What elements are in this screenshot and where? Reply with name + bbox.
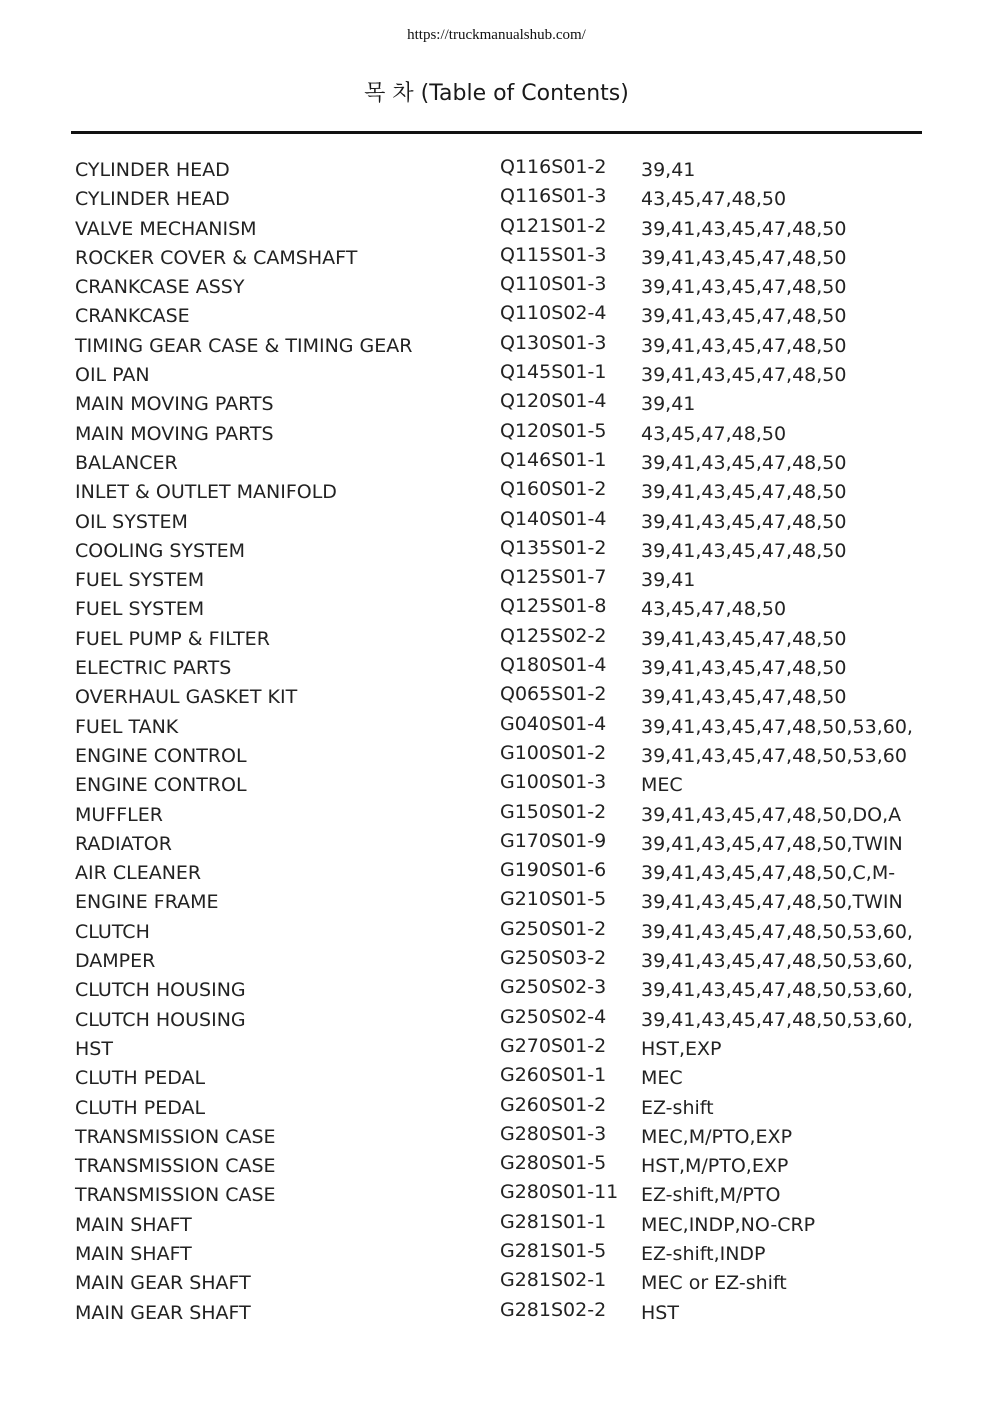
toc-entry-models: MEC,INDP,NO-CRP xyxy=(641,1213,816,1236)
toc-entry-models: EZ-shift xyxy=(641,1096,714,1119)
toc-entry-code: Q065S01-2 xyxy=(500,683,607,706)
toc-row[interactable] xyxy=(0,976,993,1005)
toc-entry-code: G281S01-5 xyxy=(500,1239,607,1262)
toc-entry-code: Q116S01-2 xyxy=(500,156,607,178)
toc-entry-code: G190S01-6 xyxy=(500,859,607,882)
toc-row[interactable] xyxy=(0,566,993,595)
toc-entry-models: EZ-shift,INDP xyxy=(641,1242,766,1265)
toc-row[interactable] xyxy=(0,1181,993,1210)
toc-entry-name: MAIN MOVING PARTS xyxy=(75,422,274,445)
toc-row[interactable] xyxy=(0,302,993,331)
toc-entry-models: 39,41,43,45,47,48,50 xyxy=(641,686,847,709)
toc-entry-models: 39,41,43,45,47,48,50,53,60 xyxy=(641,744,907,767)
toc-entry-models: 39,41,43,45,47,48,50 xyxy=(641,364,847,387)
toc-entry-code: G100S01-3 xyxy=(500,771,607,794)
toc-entry-name: CRANKCASE xyxy=(75,305,190,328)
toc-entry-models: HST xyxy=(641,1301,679,1324)
toc-entry-name: TIMING GEAR CASE & TIMING GEAR xyxy=(75,334,413,357)
toc-entry-code: G280S01-11 xyxy=(500,1181,619,1204)
toc-row[interactable] xyxy=(0,801,993,830)
page-title: 목 차 (Table of Contents) xyxy=(364,81,629,106)
toc-entry-code: G150S01-2 xyxy=(500,800,607,823)
toc-row[interactable] xyxy=(0,390,993,419)
toc-entry-code: G250S01-2 xyxy=(500,917,607,940)
toc-entry-models: 39,41,43,45,47,48,50,C,M- xyxy=(641,862,896,885)
toc-entry-name: CLUTCH HOUSING xyxy=(75,1008,246,1031)
toc-entry-models: 39,41,43,45,47,48,50 xyxy=(641,217,847,240)
toc-entry-name: MAIN GEAR SHAFT xyxy=(75,1272,251,1295)
toc-entry-code: Q140S01-4 xyxy=(500,507,607,530)
toc-entry-code: Q125S02-2 xyxy=(500,624,607,647)
toc-entry-models: 39,41,43,45,47,48,50,53,60, xyxy=(641,715,913,738)
toc-entry-code: G281S01-1 xyxy=(500,1210,607,1233)
toc-entry-name: MAIN SHAFT xyxy=(75,1213,192,1236)
toc-entry-models: 39,41,43,45,47,48,50,53,60, xyxy=(641,979,913,1002)
toc-entry-code: G280S01-5 xyxy=(500,1152,607,1175)
toc-entry-code: Q120S01-5 xyxy=(500,419,607,442)
toc-row[interactable] xyxy=(0,625,993,654)
toc-row[interactable] xyxy=(0,654,993,683)
toc-entry-code: G281S02-2 xyxy=(500,1298,607,1321)
toc-entry-models: 39,41,43,45,47,48,50 xyxy=(641,246,847,269)
toc-entry-code: Q110S01-3 xyxy=(500,273,607,296)
toc-row[interactable] xyxy=(0,830,993,859)
toc-entry-name: OIL SYSTEM xyxy=(75,510,188,533)
toc-entry-code: Q180S01-4 xyxy=(500,654,607,677)
toc-entry-models: 39,41,43,45,47,48,50,TWIN xyxy=(641,832,903,855)
toc-entry-models: MEC,M/PTO,EXP xyxy=(641,1125,793,1148)
toc-row[interactable] xyxy=(0,361,993,390)
toc-entry-code: Q120S01-4 xyxy=(500,390,607,413)
toc-entry-name: MAIN MOVING PARTS xyxy=(75,393,274,416)
toc-entry-name: CLUTH PEDAL xyxy=(75,1096,206,1119)
toc-entry-code: Q121S01-2 xyxy=(500,214,607,237)
toc-entry-code: Q115S01-3 xyxy=(500,243,607,266)
toc-entry-name: TRANSMISSION CASE xyxy=(75,1155,276,1178)
toc-entry-code: Q145S01-1 xyxy=(500,361,607,384)
toc-row[interactable] xyxy=(0,888,993,917)
toc-entry-models: 39,41,43,45,47,48,50 xyxy=(641,510,847,533)
toc-row[interactable] xyxy=(0,156,993,185)
toc-row[interactable] xyxy=(0,244,993,273)
toc-entry-name: OIL PAN xyxy=(75,364,150,387)
toc-entry-models: MEC xyxy=(641,774,683,797)
toc-entry-models: 39,41,43,45,47,48,50 xyxy=(641,276,847,299)
toc-entry-name: CLUTCH HOUSING xyxy=(75,979,246,1002)
toc-entry-models: 39,41 xyxy=(641,569,696,592)
toc-entry-name: CLUTH PEDAL xyxy=(75,1067,206,1090)
toc-entry-code: Q125S01-7 xyxy=(500,566,607,589)
toc-entry-name: COOLING SYSTEM xyxy=(75,539,246,562)
toc-entry-models: 39,41,43,45,47,48,50 xyxy=(641,627,847,650)
toc-entry-name: FUEL TANK xyxy=(75,715,179,738)
toc-entry-models: EZ-shift,M/PTO xyxy=(641,1184,781,1207)
toc-entry-name: CYLINDER HEAD xyxy=(75,188,230,211)
toc-entry-name: MUFFLER xyxy=(75,803,163,826)
toc-row[interactable] xyxy=(0,332,993,361)
toc-entry-code: G281S02-1 xyxy=(500,1269,607,1292)
toc-entry-models: 43,45,47,48,50 xyxy=(641,188,787,211)
toc-entry-models: MEC or EZ-shift xyxy=(641,1272,787,1295)
toc-row[interactable] xyxy=(0,771,993,800)
toc-entry-code: G250S03-2 xyxy=(500,947,607,970)
toc-entry-models: 43,45,47,48,50 xyxy=(641,422,787,445)
toc-entry-name: TRANSMISSION CASE xyxy=(75,1184,276,1207)
toc-row[interactable] xyxy=(0,683,993,712)
toc-entry-models: 39,41 xyxy=(641,393,696,416)
toc-entry-code: G210S01-5 xyxy=(500,888,607,911)
toc-entry-models: 39,41,43,45,47,48,50,53,60, xyxy=(641,1008,913,1031)
toc-entry-name: CYLINDER HEAD xyxy=(75,159,230,181)
toc-entry-name: HST xyxy=(75,1037,113,1060)
toc-entry-name: FUEL PUMP & FILTER xyxy=(75,627,270,650)
toc-entry-code: G250S02-4 xyxy=(500,1005,607,1028)
toc-entry-models: 39,41,43,45,47,48,50 xyxy=(641,657,847,680)
toc-row[interactable] xyxy=(0,742,993,771)
source-url[interactable]: https://truckmanualshub.com/ xyxy=(407,27,586,43)
toc-entry-models: 39,41,43,45,47,48,50 xyxy=(641,334,847,357)
toc-entry-name: AIR CLEANER xyxy=(75,862,202,885)
toc-entry-code: G250S02-3 xyxy=(500,976,607,999)
toc-entry-models: 39,41,43,45,47,48,50,53,60, xyxy=(641,920,913,943)
toc-entry-name: CLUTCH xyxy=(75,920,150,943)
toc-entry-code: Q110S02-4 xyxy=(500,302,607,325)
toc-entry-code: G040S01-4 xyxy=(500,712,607,735)
toc-entry-code: G260S01-2 xyxy=(500,1093,607,1116)
title-divider xyxy=(71,131,922,134)
toc-entry-models: MEC xyxy=(641,1067,683,1090)
toc-row[interactable] xyxy=(0,478,993,507)
toc-row[interactable] xyxy=(0,1269,993,1298)
toc-entry-name: ENGINE CONTROL xyxy=(75,744,247,767)
toc-entry-name: ENGINE FRAME xyxy=(75,891,219,914)
toc-row[interactable] xyxy=(0,713,993,742)
toc-entry-models: HST,EXP xyxy=(641,1037,722,1060)
toc-row[interactable] xyxy=(0,1006,993,1035)
toc-row[interactable] xyxy=(0,1064,993,1093)
toc-entry-models: 39,41,43,45,47,48,50 xyxy=(641,539,847,562)
toc-entry-models: 43,45,47,48,50 xyxy=(641,598,787,621)
toc-entry-code: Q135S01-2 xyxy=(500,536,607,559)
toc-row[interactable] xyxy=(0,508,993,537)
toc-entry-name: ROCKER COVER & CAMSHAFT xyxy=(75,246,358,269)
toc-entry-code: Q146S01-1 xyxy=(500,448,607,471)
toc-row[interactable] xyxy=(0,918,993,947)
toc-entry-name: TRANSMISSION CASE xyxy=(75,1125,276,1148)
toc-entry-name: MAIN GEAR SHAFT xyxy=(75,1301,251,1324)
toc-entry-name: DAMPER xyxy=(75,950,156,973)
toc-entry-models: 39,41,43,45,47,48,50,TWIN xyxy=(641,891,903,914)
toc-entry-name: FUEL SYSTEM xyxy=(75,598,205,621)
toc-entry-code: Q130S01-3 xyxy=(500,331,607,354)
toc-entry-code: G260S01-1 xyxy=(500,1064,607,1087)
toc-entry-models: 39,41,43,45,47,48,50,53,60, xyxy=(641,950,913,973)
toc-entry-code: Q116S01-3 xyxy=(500,185,607,208)
toc-row[interactable] xyxy=(0,537,993,566)
toc-entry-name: ENGINE CONTROL xyxy=(75,774,247,797)
toc-row[interactable] xyxy=(0,595,993,624)
toc-entry-models: HST,M/PTO,EXP xyxy=(641,1155,789,1178)
toc-row[interactable] xyxy=(0,1123,993,1152)
toc-row[interactable] xyxy=(0,947,993,976)
toc-entry-name: BALANCER xyxy=(75,451,178,474)
toc-entry-code: G170S01-9 xyxy=(500,829,607,852)
table-of-contents xyxy=(0,156,993,1328)
toc-row[interactable] xyxy=(0,1211,993,1240)
toc-entry-models: 39,41,43,45,47,48,50 xyxy=(641,481,847,504)
toc-row[interactable] xyxy=(0,1240,993,1269)
toc-row[interactable] xyxy=(0,859,993,888)
toc-row[interactable] xyxy=(0,1035,993,1064)
toc-row[interactable] xyxy=(0,185,993,214)
toc-entry-name: ELECTRIC PARTS xyxy=(75,657,232,680)
toc-row[interactable] xyxy=(0,215,993,244)
toc-row[interactable] xyxy=(0,420,993,449)
toc-entry-code: G280S01-3 xyxy=(500,1122,607,1145)
toc-entry-name: CRANKCASE ASSY xyxy=(75,276,245,299)
toc-entry-models: 39,41,43,45,47,48,50 xyxy=(641,305,847,328)
toc-row[interactable] xyxy=(0,449,993,478)
toc-entry-models: 39,41,43,45,47,48,50,DO,A xyxy=(641,803,902,826)
toc-entry-name: VALVE MECHANISM xyxy=(75,217,257,240)
toc-entry-code: G270S01-2 xyxy=(500,1034,607,1057)
toc-row[interactable] xyxy=(0,1299,993,1328)
toc-entry-name: FUEL SYSTEM xyxy=(75,569,205,592)
toc-entry-models: 39,41 xyxy=(641,159,696,181)
toc-entry-code: Q160S01-2 xyxy=(500,478,607,501)
toc-entry-code: G100S01-2 xyxy=(500,741,607,764)
toc-row[interactable] xyxy=(0,1152,993,1181)
toc-entry-name: INLET & OUTLET MANIFOLD xyxy=(75,481,337,504)
toc-entry-models: 39,41,43,45,47,48,50 xyxy=(641,451,847,474)
toc-row[interactable] xyxy=(0,273,993,302)
toc-entry-name: MAIN SHAFT xyxy=(75,1242,192,1265)
toc-row[interactable] xyxy=(0,1094,993,1123)
toc-entry-name: OVERHAUL GASKET KIT xyxy=(75,686,298,709)
toc-entry-name: RADIATOR xyxy=(75,832,172,855)
toc-entry-code: Q125S01-8 xyxy=(500,595,607,618)
